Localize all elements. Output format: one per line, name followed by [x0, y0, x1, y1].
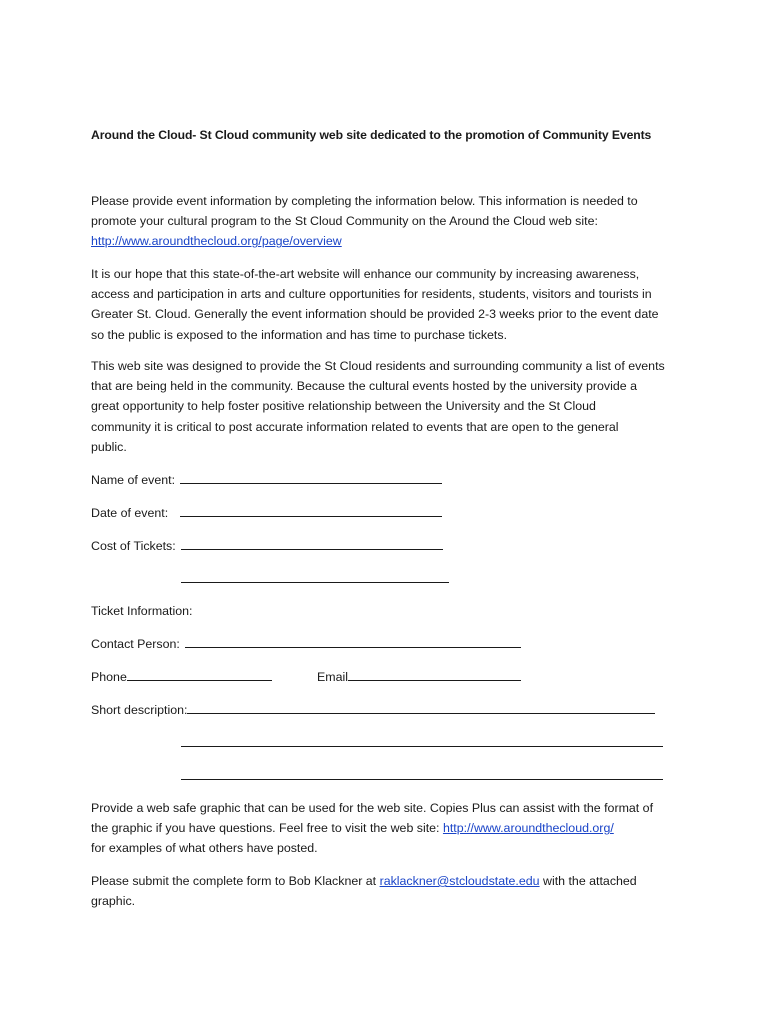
graphic-line-2-text: the graphic if you have questions. Feel free to visit the web site:	[91, 821, 443, 836]
design-line-2: that are being held in the community. Because the cultural events hosted by the university provide a	[91, 379, 637, 394]
name-of-event-blank[interactable]	[180, 470, 442, 484]
hope-paragraph	[91, 264, 676, 345]
design-paragraph	[91, 356, 676, 457]
short-description-blank-3[interactable]	[181, 766, 663, 780]
hope-line-1: It is our hope that this state-of-the-art website will enhance our community by increasing awareness,	[91, 267, 640, 281]
submit-email-link[interactable]: raklackner@stcloudstate.edu	[379, 874, 540, 888]
short-description-field	[91, 700, 655, 720]
intro-line-1: Please provide event information by completing the information below. This information is needed to	[91, 194, 638, 208]
cost-of-tickets-extra-field	[181, 569, 449, 589]
design-line-1: This web site was designed to provide the St Cloud residents and surrounding community a list of events	[91, 359, 665, 373]
email-field	[317, 667, 521, 687]
ticket-information-field	[91, 601, 192, 621]
name-of-event-field	[91, 470, 442, 490]
date-of-event-label: Date of event:	[91, 506, 169, 520]
short-description-label: Short description:	[91, 703, 188, 717]
name-of-event-label: Name of event:	[91, 473, 176, 487]
short-description-line-2	[181, 733, 663, 753]
contact-person-field	[91, 634, 521, 654]
phone-field	[91, 667, 272, 687]
design-line-4: community it is critical to post accurate information related to events that are open to the general	[91, 419, 619, 434]
phone-blank[interactable]	[127, 667, 272, 681]
short-description-line-3	[181, 766, 663, 786]
contact-person-blank[interactable]	[185, 634, 521, 648]
cost-of-tickets-label: Cost of Tickets:	[91, 539, 176, 553]
short-description-blank-1[interactable]	[187, 700, 655, 714]
intro-paragraph	[91, 191, 676, 252]
cost-of-tickets-extra-blank[interactable]	[181, 569, 449, 583]
submit-line-2: graphic.	[91, 894, 136, 909]
graphic-paragraph	[91, 798, 676, 859]
design-line-5: public.	[91, 439, 127, 454]
graphic-line-1: Provide a web safe graphic that can be used for the web site. Copies Plus can assist with the format of	[91, 801, 654, 815]
hope-line-3: Greater St. Cloud. Generally the event information should be provided 2-3 weeks prior to the event date	[91, 307, 659, 322]
phone-label: Phone	[91, 670, 127, 684]
contact-person-label: Contact Person:	[91, 637, 180, 651]
graphic-line-3: for examples of what others have posted.	[91, 841, 318, 856]
hope-line-4: so the public is exposed to the information and has time to purchase tickets.	[91, 327, 508, 342]
intro-line-2: promote your cultural program to the St Cloud Community on the Around the Cloud web site:	[91, 214, 598, 229]
ticket-information-label: Ticket Information:	[91, 604, 193, 618]
short-description-blank-2[interactable]	[181, 733, 663, 747]
date-of-event-blank[interactable]	[180, 503, 442, 517]
cost-of-tickets-blank[interactable]	[181, 536, 443, 550]
submit-suffix: with the attached	[539, 874, 637, 888]
date-of-event-field	[91, 503, 442, 523]
design-line-3: great opportunity to help foster positive relationship between the University and the St Cloud	[91, 399, 596, 414]
hope-line-2: access and participation in arts and culture opportunities for residents, students, visitors and tourists in	[91, 287, 652, 302]
email-label: Email	[317, 670, 348, 684]
document-title: Around the Cloud- St Cloud community web site dedicated to the promotion of Community Events	[91, 128, 652, 142]
cost-of-tickets-field	[91, 536, 443, 556]
overview-link[interactable]: http://www.aroundthecloud.org/page/overview	[91, 234, 342, 249]
submit-prefix: Please submit the complete form to Bob Klackner at	[91, 874, 380, 888]
email-blank[interactable]	[348, 667, 521, 681]
aroundthecloud-link[interactable]: http://www.aroundthecloud.org/	[442, 821, 614, 836]
submit-paragraph	[91, 871, 676, 911]
